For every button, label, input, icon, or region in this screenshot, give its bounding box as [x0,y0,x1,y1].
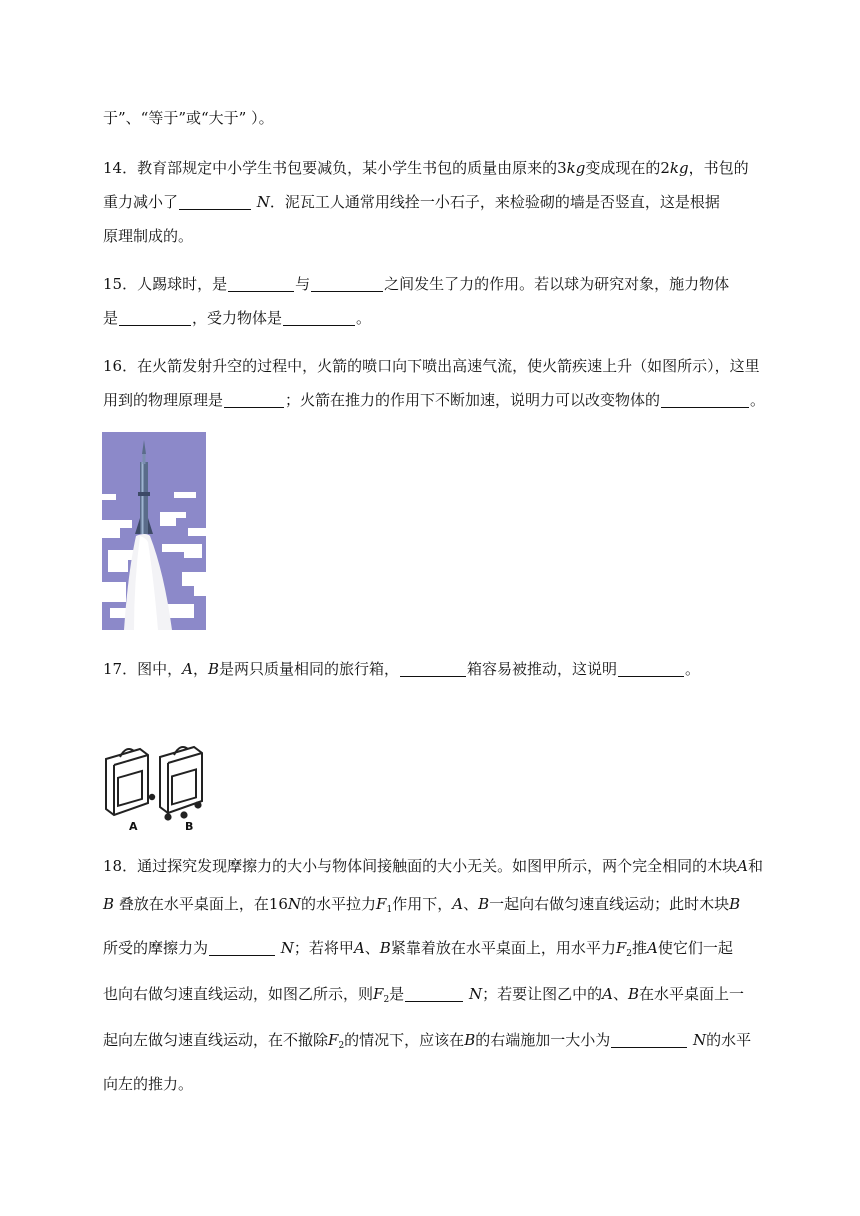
answer-blank[interactable] [209,940,275,956]
q14-line-2: 重力减小了 N．泥瓦工人通常用线拴一小石子，来检验砌的墙是否竖直，这是根据 [103,193,720,211]
q18-line-5: 起向左做匀速直线运动，在不撤除$F_2$的情况下，应该在B的右端施加一大小为 N的水平 [103,1031,752,1051]
answer-blank[interactable] [228,276,294,292]
q13-tail: 于”、“等于”或“大于” ）。 [103,109,274,127]
q15-line-1: 15．人踢球时，是 与 之间发生了力的作用。若以球为研究对象，施力物体 [103,275,730,293]
answer-blank[interactable] [611,1032,687,1048]
q16-line-1: 16．在火箭发射升空的过程中，火箭的喷口向下喷出高速气流，使火箭疾速上升（如图所示），这里 [103,357,760,375]
answer-blank[interactable] [179,194,251,210]
answer-blank[interactable] [400,661,466,677]
answer-blank[interactable] [618,661,684,677]
suitcases-figure [100,745,220,837]
q18-line-6: 向左的推力。 [103,1075,194,1093]
q15-line-2: 是 ，受力物体是 。 [103,309,372,327]
q18-line-4: 也向右做匀速直线运动，如图乙所示，则$F_2$是 N；若要让图乙中的A、B在水平桌面上一 [103,985,745,1005]
q16-line-2: 用到的物理原理是 ；火箭在推力的作用下不断加速，说明力可以改变物体的 。 [103,391,766,409]
answer-blank[interactable] [405,986,463,1002]
answer-blank[interactable] [119,310,191,326]
q18-line-1: 18．通过探究发现摩擦力的大小与物体间接触面的大小无关。如图甲所示，两个完全相同的木块A和 [103,857,763,875]
rocket-launch-figure [102,432,206,630]
answer-blank[interactable] [224,392,284,408]
suitcase-label-b: B [185,820,194,833]
q18-line-2: B 叠放在水平桌面上，在16N的水平拉力$F_1$作用下，A、B一起向右做匀速直线运动；此时木块B [103,895,741,915]
q18-line-3: 所受的摩擦力为 N；若将甲A、B紧靠着放在水平桌面上，用水平力$F_2$推A使它们一起 [103,939,733,959]
suitcase-label-a: A [129,820,138,833]
answer-blank[interactable] [311,276,383,292]
q14-line-3: 原理制成的。 [103,227,194,245]
answer-blank[interactable] [283,310,355,326]
q14-line-1: 14．教育部规定中小学生书包要减负，某小学生书包的质量由原来的3kg变成现在的2kg，书包的 [103,159,749,177]
q17-line-1: 17．图中，A，B是两只质量相同的旅行箱， 箱容易被推动，这说明 。 [103,660,701,678]
answer-blank[interactable] [661,392,749,408]
